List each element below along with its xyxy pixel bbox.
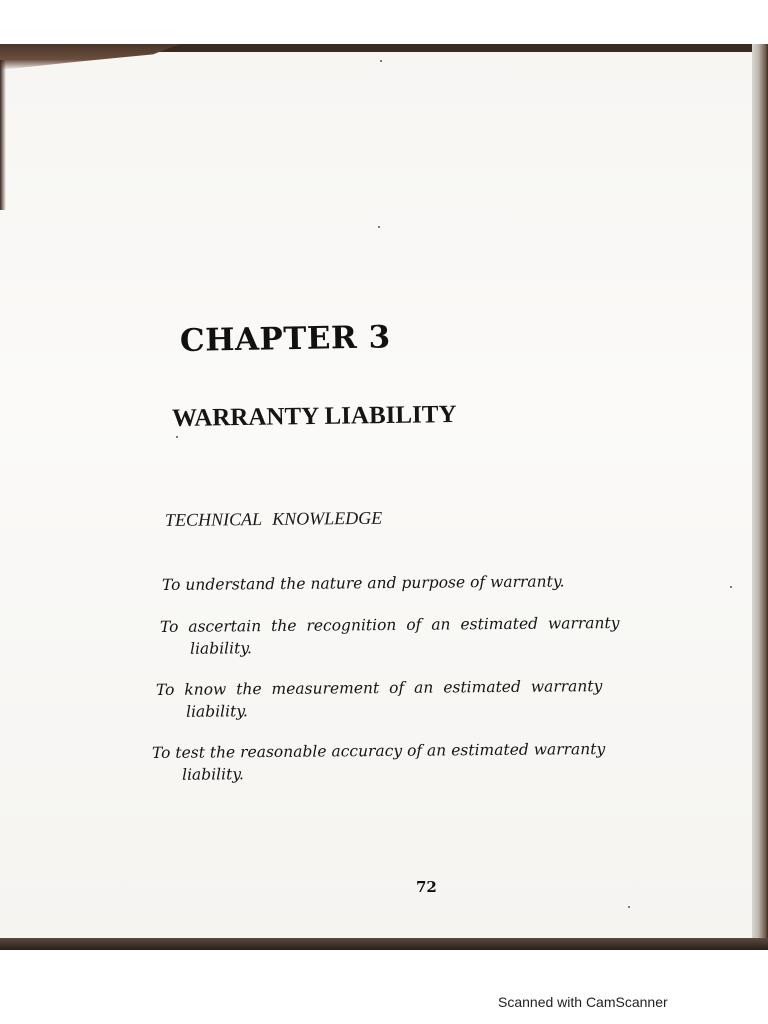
dust-speck (380, 60, 382, 62)
objective-line: To ascertain the recognition of an estimated warranty (159, 613, 620, 637)
chapter-subtitle: WARRANTY LIABILITY (171, 400, 457, 432)
dust-speck (176, 436, 178, 438)
objective-line: To know the measurement of an estimated warranty (155, 677, 603, 700)
scanned-page (0, 50, 754, 940)
chapter-title: CHAPTER 3 (179, 319, 391, 359)
objective-line-continued: liability. (182, 765, 244, 784)
objective-item (160, 612, 620, 660)
objective-line-continued: liability. (190, 639, 252, 658)
objective-line: To understand the nature and purpose of warranty. (161, 572, 565, 594)
scan-border-bottom (0, 938, 768, 950)
dust-speck (378, 226, 380, 228)
objective-item (162, 570, 565, 596)
section-heading: TECHNICAL KNOWLEDGE (164, 507, 383, 530)
objective-item (152, 738, 606, 786)
scanner-watermark: Scanned with CamScanner (498, 994, 668, 1010)
dust-speck (730, 586, 732, 588)
scan-border-left (0, 60, 6, 210)
objective-line: To test the reasonable accuracy of an estimated warranty (151, 740, 606, 763)
objective-item (156, 675, 603, 723)
dust-speck (628, 906, 630, 908)
scan-border-right (752, 44, 768, 949)
objective-line-continued: liability. (186, 702, 248, 721)
page-number: 72 (416, 878, 437, 896)
